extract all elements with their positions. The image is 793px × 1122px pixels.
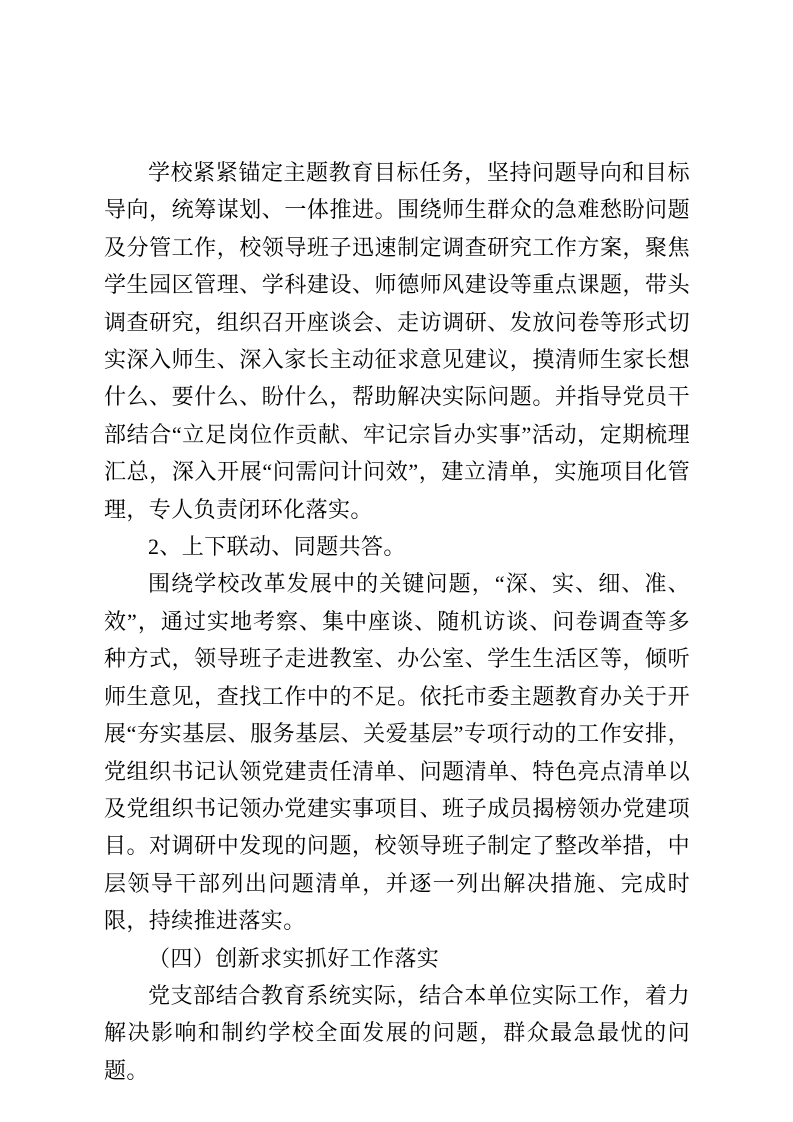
paragraph-party-branch: 党支部结合教育系统实际，结合本单位实际工作，着力解决影响和制约学校全面发展的问题，群众最急最忧的问题。 [104,982,690,1083]
paragraph-heading-innovation: （四）创新求实抓好工作落实 [148,945,440,971]
paragraph-key-issues: 围绕学校改革发展中的关键问题，“深、实、细、准、效”，通过实地考察、集中座谈、随机访谈、问卷调查等多种方式，领导班子走进教室、办公室、学生生活区等，倾听师生意见，查找工作中的不足。依托市委主题教育办关于开展“夯实基层、服务基层、关爱基层”专项行动的工作安排，党组织书记认领党建责任清单、问题清单、特色亮点清单以及党组织书记领办党建实事项目、班子成员揭榜领办党建项目。对调研中发现的问题，校领导班子制定了整改举措，中层领导干部列出问题清单，并逐一列出解决措施、完成时限，持续推进落实。 [104,571,690,934]
paragraph-heading-linkage: 2、上下联动、同题共答。 [148,534,406,560]
paragraph-survey-plan: 学校紧紧锚定主题教育目标任务，坚持问题导向和目标导向，统筹谋划、一体推进。围绕师生群众的急难愁盼问题及分管工作，校领导班子迅速制定调查研究工作方案，聚焦学生园区管理、学科建设、师德师风建设等重点课题，带头调查研究，组织召开座谈会、走访调研、发放问卷等形式切实深入师生、深入家长主动征求意见建议，摸清师生家长想什么、要什么、盼什么，帮助解决实际问题。并指导党员干部结合“立足岗位作贡献、牢记宗旨办实事”活动，定期梳理汇总，深入开展“问需问计问效”，建立清单，实施项目化管理，专人负责闭环化落实。 [104,160,690,522]
document-body [104,154,690,1089]
